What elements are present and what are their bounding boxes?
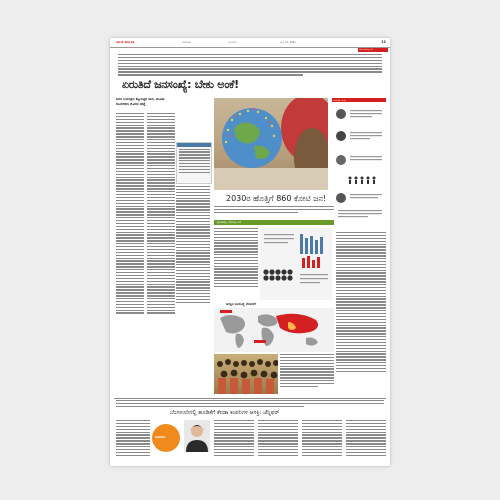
masthead-logo: ವಿಜಯ ಕರ್ನಾಟಕ — [116, 40, 135, 44]
sidebar-icons — [334, 106, 384, 226]
bottom-headline: ಬೆಂಗಳೂರಿನಲ್ಲಿ ಹೂಡಿಕೆಗೆ ಕೆನಡಾ ಕಂಪನಿಗಳ ಆಸಕ್ತಿ: ಜೆನ್ನಿಫರ್ — [170, 410, 280, 416]
masthead — [110, 38, 390, 48]
main-photo — [214, 98, 328, 190]
bottom-column-2 — [258, 420, 298, 464]
mid-column-text — [176, 186, 210, 321]
big-number-headline: 2030ರ ಹೊತ್ತಿಗೆ 860 ಕೋಟಿ ಜನ! — [226, 194, 327, 203]
left-column-text — [116, 113, 144, 321]
section-divider — [114, 398, 386, 399]
population-bars-graphic — [260, 228, 332, 300]
section-tag: ವಿಶ್ವ ಜನಸಂಖ್ಯಾ ದಿನ — [358, 48, 388, 52]
crowd-caption-text — [280, 354, 334, 394]
globe-figurines-image — [214, 98, 328, 190]
page-number: 11 — [381, 39, 386, 44]
portrait-image — [184, 420, 210, 452]
infographic-banner: ಪ್ರಪಂಚದಲ್ಲಿ ಜನಸಂಖ್ಯೆ ಏರಿಕೆ — [214, 220, 334, 225]
intro-paragraph — [118, 54, 382, 76]
sidebar — [332, 98, 386, 228]
world-map-graphic — [214, 308, 334, 352]
infographic-text-left — [214, 228, 258, 300]
right-column-text — [336, 232, 386, 394]
bottom-left-text — [116, 420, 150, 464]
population-infographic — [260, 228, 332, 300]
sub-headline: ಜನನ ನಿಯಂತ್ರಣ ಕಟ್ಟುನಿಟ್ಟಿನ ಜಾರಿ, ಮಹಿಳಾ ಸಬಲೀಕರಣ ಮೊದಲ ಹೆಜ್ಜೆ — [116, 97, 165, 106]
world-map — [214, 308, 334, 352]
map-title: ಜಗತ್ತಿನ ಜನಸಂಖ್ಯೆ ಬೆಳವಣಿಗೆ — [226, 302, 256, 306]
stats-table — [176, 142, 212, 184]
big-headline-intro — [214, 206, 334, 218]
main-headline: ಏರುತಿದೆ ಜನಸಂಖ್ಯೆ: ಬೇಕು ಅಂಕೆ! — [122, 78, 239, 91]
sidebar-header: ಜನಸಂಖ್ಯಾ ಸ್ಫೋಟ — [332, 98, 386, 102]
interview-badge: ಸಂದರ್ಶನ — [152, 424, 180, 452]
bottom-intro — [116, 400, 384, 410]
newspaper-page — [110, 38, 390, 466]
masthead-item-3: ಜುಲೈ 11, 2021 — [280, 40, 296, 44]
portrait-photo — [184, 420, 210, 452]
crowd-image — [214, 354, 278, 394]
crowd-photo — [214, 354, 278, 394]
left-column-text-2 — [147, 113, 175, 321]
bottom-column-1 — [214, 420, 254, 464]
masthead-item-1: ಬೆಂಗಳೂರು — [182, 40, 191, 44]
masthead-item-2: ಭಾನುವಾರ — [228, 40, 237, 44]
bottom-column-3 — [302, 420, 342, 464]
bottom-column-4 — [346, 420, 386, 464]
